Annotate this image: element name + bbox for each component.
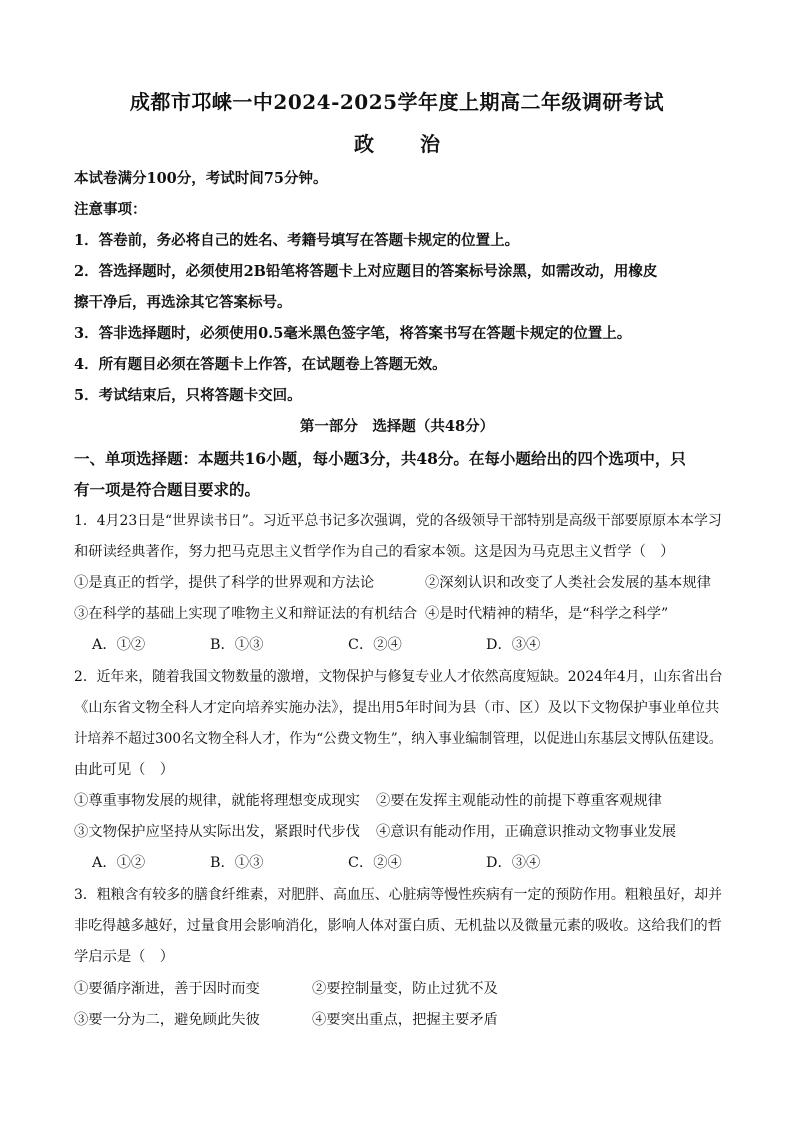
q1-item: ①是真正的哲学，提供了科学的世界观和方法论 bbox=[74, 575, 375, 591]
notice-line: 3．答非选择题时，必须使用0.5毫米黑色签字笔，将答案书写在答题卡规定的位置上。 bbox=[74, 325, 632, 342]
q3-item: ③要一分为二，避免顾此失彼 bbox=[74, 1012, 260, 1028]
q1-choice-d[interactable]: D．③④ bbox=[486, 637, 541, 653]
notice-line: 4．所有题目必须在答题卡上作答，在试题卷上答题无效。 bbox=[74, 356, 447, 373]
q1-item: ④是时代精神的精华，是“科学之科学” bbox=[425, 606, 669, 622]
q3-stem: 3．粗粮含有较多的膳食纤维素，对肥胖、高血压、心脏病等慢性疾病有一定的预防作用。粗粮虽好，却并 bbox=[74, 887, 723, 903]
q2-stem: 《山东省文物全科人才定向培养实施办法》，提出用5年时间为县（市、区）及以下文物保护事业单位共 bbox=[74, 700, 720, 716]
q1-choice-b[interactable]: B．①③ bbox=[210, 637, 264, 653]
q2-stem: 由此可见（ ） bbox=[74, 762, 175, 778]
q3-item: ①要循序渐进，善于因时而变 bbox=[74, 981, 260, 997]
q2-item: ①尊重事物发展的规律，就能将理想变成现实 bbox=[74, 793, 360, 809]
q1-choice-a[interactable]: A．①② bbox=[92, 637, 146, 653]
subject-title bbox=[0, 128, 794, 157]
q1-stem: 1．4月23日是“世界读书日”。习近平总书记多次强调，党的各级领导干部特别是高级干部要原原本本学习 bbox=[74, 513, 722, 529]
q2-choice-c[interactable]: C．②④ bbox=[348, 855, 402, 871]
q2-stem: 计培养不超过300名文物全科人才，作为“公费文物生”，纳入事业编制管理，以促进山东基层文博队伍建设。 bbox=[74, 731, 723, 747]
q2-choice-d[interactable]: D．③④ bbox=[486, 855, 541, 871]
part1-instruction: 一、单项选择题：本题共16小题，每小题3分，共48分。在每小题给出的四个选项中，只 bbox=[74, 449, 686, 468]
q3-stem: 学启示是（ ） bbox=[74, 949, 175, 965]
q2-stem: 2．近年来，随着我国文物数量的激增，文物保护与修复专业人才依然高度短缺。2024年4月，山东省出台 bbox=[74, 669, 723, 685]
notice-line: 擦干净后，再选涂其它答案标号。 bbox=[74, 294, 292, 311]
q2-choice-b[interactable]: B．①③ bbox=[210, 855, 264, 871]
q1-item: ③在科学的基础上实现了唯物主义和辩证法的有机结合 bbox=[74, 606, 418, 622]
part1-instruction: 有一项是符合题目要求的。 bbox=[74, 480, 261, 499]
notice-line: 5．考试结束后，只将答题卡交回。 bbox=[74, 387, 302, 404]
notice-title: 注意事项： bbox=[74, 201, 147, 218]
subject-char-2: 治 bbox=[420, 132, 440, 156]
q1-item: ②深刻认识和改变了人类社会发展的基本规律 bbox=[425, 575, 711, 591]
exam-title: 成都市邛崃一中2024-2025学年度上期高二年级调研考试 bbox=[129, 90, 665, 114]
q3-item: ②要控制量变，防止过犹不及 bbox=[312, 981, 498, 997]
q2-choice-a[interactable]: A．①② bbox=[92, 855, 146, 871]
part1-heading: 第一部分 选择题（共48分） bbox=[299, 418, 495, 435]
q3-stem: 非吃得越多越好，过量食用会影响消化，影响人体对蛋白质、无机盐以及微量元素的吸收。这给我们的哲 bbox=[74, 918, 722, 934]
q1-stem: 和研读经典著作，努力把马克思主义哲学作为自己的看家本领。这是因为马克思主义哲学（ ） bbox=[74, 544, 675, 560]
q2-item: ④意识有能动作用，正确意识推动文物事业发展 bbox=[376, 824, 677, 840]
notice-line: 1．答卷前，务必将自己的姓名、考籍号填写在答题卡规定的位置上。 bbox=[74, 232, 520, 249]
q3-item: ④要突出重点，把握主要矛盾 bbox=[312, 1012, 498, 1028]
q2-item: ③文物保护应坚持从实际出发，紧跟时代步伐 bbox=[74, 824, 360, 840]
q1-choice-c[interactable]: C．②④ bbox=[348, 637, 402, 653]
score-time-note: 本试卷满分100分，考试时间75分钟。 bbox=[74, 170, 328, 187]
subject-char-1: 政 bbox=[354, 132, 374, 156]
notice-line: 2．答选择题时，必须使用2B铅笔将答题卡上对应题目的答案标号涂黑，如需改动，用橡皮 bbox=[74, 263, 658, 280]
q2-item: ②要在发挥主观能动性的前提下尊重客观规律 bbox=[376, 793, 662, 809]
